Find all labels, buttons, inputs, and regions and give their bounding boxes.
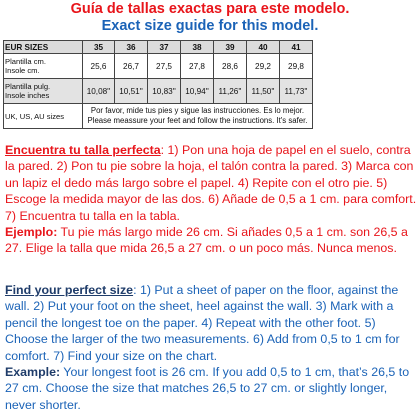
- table-header-row: [4, 41, 313, 54]
- row-label-inches-es: Plantilla pulg.: [5, 82, 51, 91]
- heading-english: Find your perfect size: [5, 283, 134, 297]
- row-label-inches: [4, 79, 83, 104]
- size-cell: 41: [280, 41, 313, 54]
- table-cell: 11,26'': [214, 79, 247, 104]
- table-cell: 25,6: [83, 54, 115, 79]
- table-cell: 11,50'': [247, 79, 280, 104]
- size-cell: 35: [83, 41, 115, 54]
- instructions-english: [5, 282, 417, 413]
- size-cell: 36: [115, 41, 148, 54]
- example-body-spanish: Tu pie más largo mide 26 cm. Si añades 0,5 a 1 cm. son 26,5 a 27. Elige la talla que mida 26,5 a 27 cm. o un poco más. Nunca menos.: [5, 225, 408, 256]
- heading-spanish: Encuentra tu talla perfecta: [5, 143, 161, 157]
- header-label: EUR SIZES: [4, 41, 83, 54]
- table-cell: 27,8: [181, 54, 214, 79]
- table-note: [83, 104, 313, 129]
- body-english: : 1) Put a sheet of paper on the floor, against the wall. 2) Put your foot on the sheet, heel against the wall. 3) Mark with a pencil the longest toe on the paper. 4) Repeat with the other foot. 5) Choose the larger of the two measurements. 6) Add from 0,5 to 1 cm for comfort. 7) Find your size on the chart.: [5, 283, 400, 363]
- size-chart-table: [3, 40, 313, 129]
- example-label-spanish: Ejemplo:: [5, 225, 58, 240]
- note-spanish: Por favor, mide tus pies y sigue las instrucciones. Es lo mejor.: [90, 106, 305, 115]
- table-cell: 10,51'': [115, 79, 148, 104]
- size-cell: 38: [181, 41, 214, 54]
- table-row-inches: [4, 79, 313, 104]
- table-cell: 29,8: [280, 54, 313, 79]
- title-spanish: Guía de tallas exactas para este modelo.: [70, 1, 350, 17]
- size-cell: 39: [214, 41, 247, 54]
- example-label-english: Example:: [5, 365, 61, 380]
- title-english: Exact size guide for this model.: [101, 18, 319, 34]
- table-cell: 28,6: [214, 54, 247, 79]
- size-cell: 37: [148, 41, 181, 54]
- row-label-cm-en: Insole cm.: [5, 66, 40, 75]
- table-cell: 26,7: [115, 54, 148, 79]
- body-spanish: : 1) Pon una hoja de papel en el suelo, contra la pared. 2) Pon tu pie sobre la hoja, el talón contra la pared. 3) Marca con un lapiz el dedo más largo sobre el papel. 4) Repite con el otro pie. 5) Escoge la medida mayor de las dos. 6) Añade de 0,5 a 1 cm. para comfort. 7) Encuentra tu talla en la tabla.: [5, 143, 417, 223]
- note-english: Please meassure your feet and follow the instructions. It's safer.: [87, 116, 308, 125]
- instructions-spanish: [5, 142, 417, 257]
- example-body-english: Your longest foot is 26 cm. If you add 0,5 to 1 cm, that’s 26,5 to 27 cm. Choose the size that matches 26,5 to 27 cm. or slightly longer, never shorter.: [5, 365, 410, 412]
- table-cell: 10,83'': [148, 79, 181, 104]
- table-cell: 27,5: [148, 54, 181, 79]
- row-label-cm-es: Plantilla cm.: [5, 57, 46, 66]
- table-row-cm: [4, 54, 313, 79]
- table-row-us: [4, 104, 313, 129]
- row-label-us: UK, US, AU sizes: [4, 104, 83, 129]
- size-cell: 40: [247, 41, 280, 54]
- table-cell: 29,2: [247, 54, 280, 79]
- row-label-cm: [4, 54, 83, 79]
- table-cell: 11,73'': [280, 79, 313, 104]
- table-cell: 10,94'': [181, 79, 214, 104]
- row-label-inches-en: Insole inches: [5, 91, 50, 100]
- table-cell: 10,08'': [83, 79, 115, 104]
